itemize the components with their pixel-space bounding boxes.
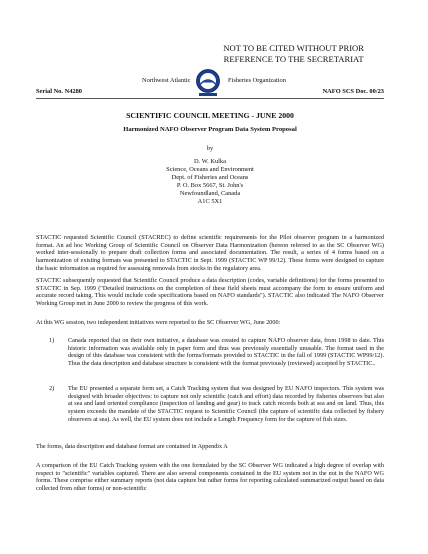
- author-name: D. W. Kulka: [194, 158, 226, 165]
- reference-line: REFERENCE TO THE SECRETARIAT: [223, 54, 364, 64]
- paragraph-stactic-request: STACTIC requested Scientific Council (STACREC) to define scientific requirements for the Pilot observer program in a harmonized format. An ad hoc Working Group of Scientific Council on Observer Data Harmonization (hereon referred to as the SC Observer WG) worked inter-sessionally to prepare draft collection forms and associated documentation. The result, a series of 4 forms based on a harmonization of existing formats was presented to STACTIC in Sept. 1999 (STACTIC WP 99/12). These forms were designed to capture the basic information as required for assessing removals from stocks in the regulatory area.: [36, 234, 384, 272]
- header-divider: [36, 98, 384, 99]
- author-location: Newfoundland, Canada: [179, 190, 241, 198]
- author-affiliation: Science, Oceans and Environment: [166, 166, 254, 174]
- author-department: Dept. of Fisheries and Oceans: [171, 174, 249, 182]
- list-item-text: The EU presented a separate form set, a Catch Tracking system that was designed by EU NAFO inspectors. This system was designed with broader objectives: to capture not only scientific (catch and effort) data recorded by fisheries observers but also at sea and land oriented compliance (inspection of landing and gear) to track catch records both at sea and on land. Thus, this system exceeds the mandate of the STACTIC request to Scientific Council (the capture of scientific data collected by fishery observers at sea). As well, the EU system does not include a Length Frequency form for the capture of fish sizes.: [68, 385, 384, 423]
- list-item-eu: [49, 385, 384, 424]
- serial-number: Serial No. N4280: [36, 88, 82, 95]
- list-number: 2): [49, 385, 55, 392]
- org-name-right: Fisheries Organization: [228, 77, 286, 84]
- list-number: 1): [49, 337, 55, 344]
- paper-title: Harmonized NAFO Observer Program Data System Proposal: [123, 126, 297, 133]
- citation-notice: [223, 43, 364, 65]
- paragraph-data-description: STACTIC subsequently requested that Scientific Council produce a data description (codes, variable definitions) for the forms presented to STACTIC in Sep. 1999 ("Detailed instructions on the completion of these field sheets must accompany the form to ensure uniform and accurate record taking. This would include code specifications based on NAFO standards"). STACTIC also indicated The NAFO Observer Working Group met in June 2000 to review the progress of this work.: [36, 277, 384, 308]
- by-line: by: [206, 145, 214, 152]
- document-number: NAFO SCS Doc. 00/23: [322, 88, 384, 95]
- paragraph-wg-session: At this WG session, two independent initiatives were reported to the SC Observer WG, June 2000:: [36, 319, 281, 326]
- paragraph-comparison: A comparison of the EU Catch Tracking system with the one formulated by the SC Observer WG indicated a high degree of overlap with respect to "scientific" variables captured. There are also several components contained in the EU system not in the not in the NAFO WG forms. These comprise either summary reports (not data capture but rather forms for reporting calculated summarized output based on data collected from other forms) or non-scientific: [36, 462, 384, 493]
- paragraph-appendix: The forms, data description and database format are contained in Appendix A: [36, 443, 228, 450]
- nafo-logo-icon: [194, 68, 222, 98]
- author-postal-code: A1C 5X1: [197, 198, 223, 206]
- meeting-title: SCIENTIFIC COUNCIL MEETING - JUNE 2000: [126, 111, 294, 120]
- not-cited-line: NOT TO BE CITED WITHOUT PRIOR: [223, 43, 364, 53]
- list-item-canada: [49, 337, 384, 368]
- list-item-text: Canada reported that on their own initiative, a database was created to capture NAFO observer data, from 1998 to date. This historic information was available only in paper form and thus was previously essentially unusable. The format used in the design of this database was consistent with the forms/formats provided to STACTIC in the fall of 1999 (STACTIC WP99/12). Thus the data description and database structure is consistent with the format previously (reviewed) accepted by STACTIC..: [68, 337, 384, 368]
- org-name-left: Northwest Atlantic: [142, 77, 191, 84]
- author-address: P. O. Box 5667, St. John's: [176, 182, 244, 190]
- author-block: [36, 158, 384, 207]
